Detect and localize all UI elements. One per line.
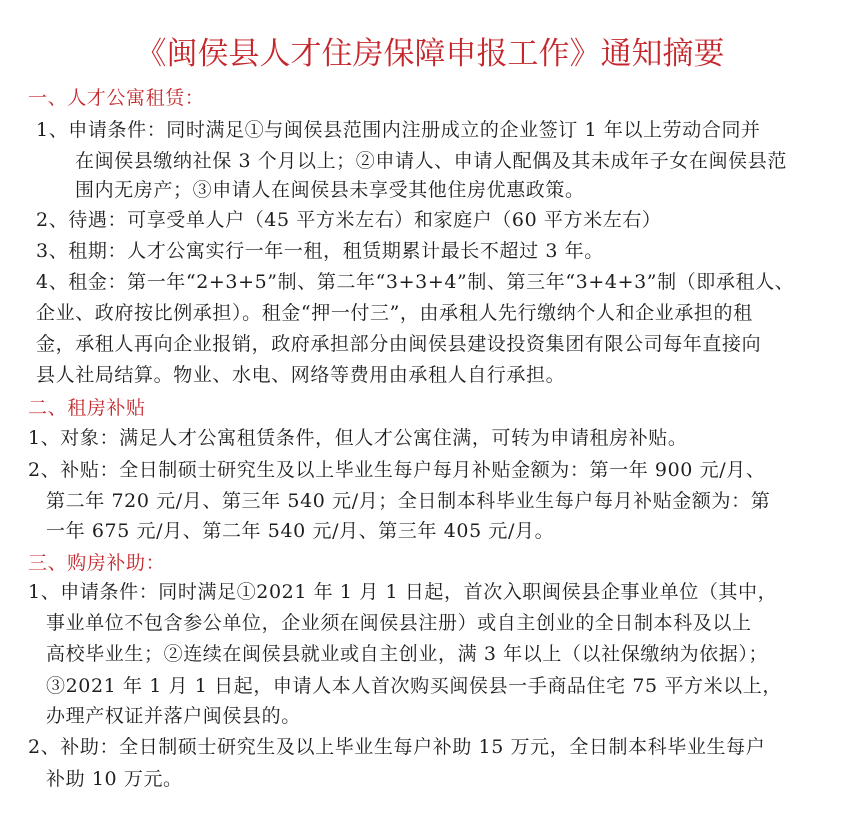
section-heading-1: 一、人才公寓租赁： xyxy=(28,87,205,109)
section1-item2-line1: 2、待遇：可享受单人户（45 平方米左右）和家庭户（60 平方米左右） xyxy=(36,209,662,231)
section2-item2-line1: 2、补贴：全日制硕士研究生及以上毕业生每户每月补贴金额为：第一年 900 元/月、 xyxy=(28,459,766,481)
section3-item1-line4: ③2021 年 1 月 1 日起，申请人本人首次购买闽侯县一手商品住宅 75 平方米以上， xyxy=(46,675,782,697)
section3-item1-line5: 办理产权证并落户闽侯县的。 xyxy=(46,705,301,727)
section2-item2-line3: 一年 675 元/月、第二年 540 元/月、第三年 405 元/月。 xyxy=(46,520,555,542)
section1-item1-line2: 在闽侯县缴纳社保 3 个月以上；②申请人、申请人配偶及其未成年子女在闽侯县范 xyxy=(75,150,787,172)
section1-item4-line3: 金，承租人再向企业报销，政府承担部分由闽侯县建设投资集团有限公司每年直接向 xyxy=(36,333,762,355)
section3-item1-line2: 事业单位不包含参公单位，企业须在闽侯县注册）或自主创业的全日制本科及以上 xyxy=(46,612,752,634)
section3-item2-line1: 2、补助：全日制硕士研究生及以上毕业生每户补助 15 万元，全日制本科毕业生每户 xyxy=(28,736,766,758)
section1-item4-line4: 县人社局结算。物业、水电、网络等费用由承租人自行承担。 xyxy=(36,364,566,386)
section-heading-2: 二、租房补贴 xyxy=(28,397,146,419)
section1-item4-line2: 企业、政府按比例承担）。租金“押一付三”，由承租人先行缴纳个人和企业承担的租 xyxy=(36,302,753,324)
section1-item3-line1: 3、租期：人才公寓实行一年一租，租赁期累计最长不超过 3 年。 xyxy=(36,240,604,262)
section1-item4-line1: 4、租金：第一年“2+3+5”制、第二年“3+3+4”制、第三年“3+4+3”制（即承租人、 xyxy=(36,271,795,293)
section2-item2-line2: 第二年 720 元/月、第三年 540 元/月；全日制本科毕业生每户每月补贴金额为：第 xyxy=(46,490,771,512)
section1-item1-line1: 1、申请条件：同时满足①与闽侯县范围内注册成立的企业签订 1 年以上劳动合同并 xyxy=(36,119,761,141)
section1-item1-line3: 围内无房产；③申请人在闽侯县未享受其他住房优惠政策。 xyxy=(75,179,585,201)
section3-item1-line1: 1、申请条件：同时满足①2021 年 1 月 1 日起，首次入职闽侯县企事业单位（其中， xyxy=(28,581,778,603)
document-title: 《闽侯县人才住房保障申报工作》通知摘要 xyxy=(135,36,725,72)
section2-item1-line1: 1、对象：满足人才公寓租赁条件，但人才公寓住满，可转为申请租房补贴。 xyxy=(28,427,688,449)
section3-item2-line2: 补助 10 万元。 xyxy=(46,768,183,790)
section-heading-3: 三、购房补助： xyxy=(28,552,166,574)
section3-item1-line3: 高校毕业生；②连续在闽侯县就业或自主创业，满 3 年以上（以社保缴纳为依据）； xyxy=(46,643,769,665)
